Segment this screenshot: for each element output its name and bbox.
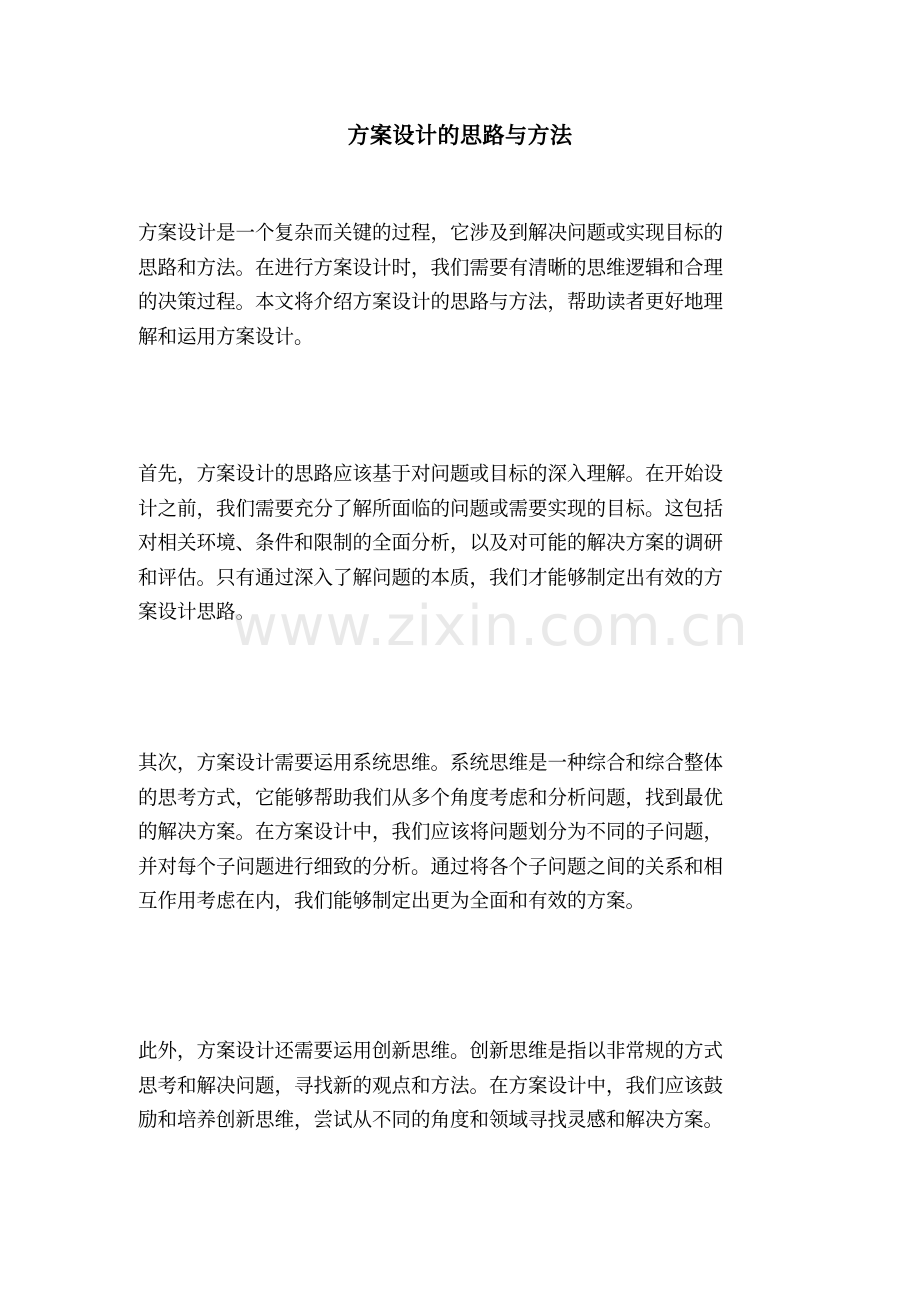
paragraph-line: 思路和方法。在进行方案设计时，我们需要有清晰的思维逻辑和合理 — [138, 255, 724, 279]
paragraph-4 — [138, 1034, 788, 1138]
paragraph-1 — [138, 216, 788, 354]
paragraph-line: 其次，方案设计需要运用系统思维。系统思维是一种综合和综合整体 — [138, 751, 724, 774]
paragraph-line: 解和运用方案设计。 — [138, 324, 314, 348]
paragraph-line: 和评估。只有通过深入了解问题的本质，我们才能够制定出有效的方 — [138, 565, 724, 589]
paragraph-line: 方案设计是一个复杂而关键的过程，它涉及到解决问题或实现目标的 — [138, 221, 724, 244]
watermark: www.zixin.com.cn — [232, 594, 749, 659]
paragraph-line: 并对每个子问题进行细致的分析。通过将各个子问题之间的关系和相 — [138, 854, 724, 878]
paragraph-line: 对相关环境、条件和限制的全面分析，以及对可能的解决方案的调研 — [138, 531, 724, 554]
paragraph-line: 的思考方式，它能够帮助我们从多个角度考虑和分析问题，找到最优 — [138, 785, 724, 809]
paragraph-2 — [138, 457, 788, 630]
paragraph-line: 案设计思路。 — [138, 600, 256, 623]
paragraph-line: 的解决方案。在方案设计中，我们应该将问题划分为不同的子问题， — [138, 820, 724, 843]
document-title: 方案设计的思路与方法 — [347, 123, 573, 149]
paragraph-line: 思考和解决问题，寻找新的观点和方法。在方案设计中，我们应该鼓 — [138, 1073, 724, 1097]
paragraph-3 — [138, 746, 788, 919]
paragraph-line: 计之前，我们需要充分了解所面临的问题或需要实现的目标。这包括 — [138, 496, 724, 520]
paragraph-line: 励和培养创新思维，尝试从不同的角度和领域寻找灵感和解决方案。 — [138, 1108, 724, 1131]
paragraph-line: 首先，方案设计的思路应该基于对问题或目标的深入理解。在开始设 — [138, 462, 724, 485]
paragraph-line: 此外，方案设计还需要运用创新思维。创新思维是指以非常规的方式 — [138, 1039, 724, 1062]
paragraph-line: 的决策过程。本文将介绍方案设计的思路与方法，帮助读者更好地理 — [138, 290, 724, 313]
paragraph-line: 互作用考虑在内，我们能够制定出更为全面和有效的方案。 — [138, 889, 646, 912]
